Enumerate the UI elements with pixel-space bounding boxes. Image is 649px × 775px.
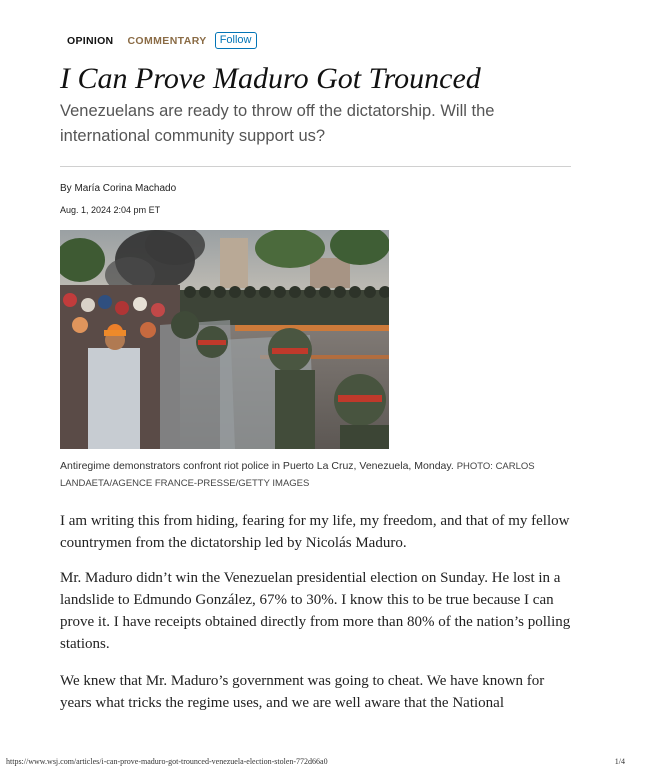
page-number: 1/4 <box>614 757 625 766</box>
author-link[interactable]: María Corina Machado <box>74 183 177 194</box>
caption-text: Antiregime demonstrators confront riot police in Puerto La Cruz, Venezuela, Monday. <box>60 460 454 472</box>
headline: I Can Prove Maduro Got Trounced <box>60 62 481 95</box>
body-paragraph: We knew that Mr. Maduro’s government was going to cheat. We have known for years what tricks the regime uses, and we are well aware that the National <box>60 673 545 711</box>
footer-url: https://www.wsj.com/articles/i-can-prove-maduro-got-trounced-venezuela-election-stolen-772d66a0 <box>6 757 328 766</box>
body-paragraph: I am writing this from hiding, fearing for my life, my freedom, and that of my fellow countrymen from the dictatorship led by Nicolás Maduro. <box>60 513 570 551</box>
byline <box>60 183 176 194</box>
photo-caption <box>60 458 580 492</box>
byline-prefix: By <box>60 183 72 194</box>
article-flag <box>67 32 257 49</box>
photo-credit: PHOTO: CARLOS LANDAETA/AGENCE FRANCE-PRESSE/GETTY IMAGES <box>60 461 535 489</box>
follow-button[interactable]: Follow <box>215 32 257 49</box>
article-photo <box>60 230 389 449</box>
section-label[interactable]: OPINION <box>67 34 114 47</box>
photo-illustration <box>60 230 389 449</box>
divider <box>60 166 571 167</box>
body-paragraph: Mr. Maduro didn’t win the Venezuelan presidential election on Sunday. He lost in a landslide to Edmundo González, 67% to 30%. I know this to be true because I can prove it. I have receipts obtained directly from more than 80% of the nation’s polling stations. <box>60 570 571 652</box>
timestamp: Aug. 1, 2024 2:04 pm ET <box>60 205 161 215</box>
dek: Venezuelans are ready to throw off the dictatorship. Will the international community support us? <box>60 102 495 145</box>
category-label[interactable]: COMMENTARY <box>127 34 207 47</box>
